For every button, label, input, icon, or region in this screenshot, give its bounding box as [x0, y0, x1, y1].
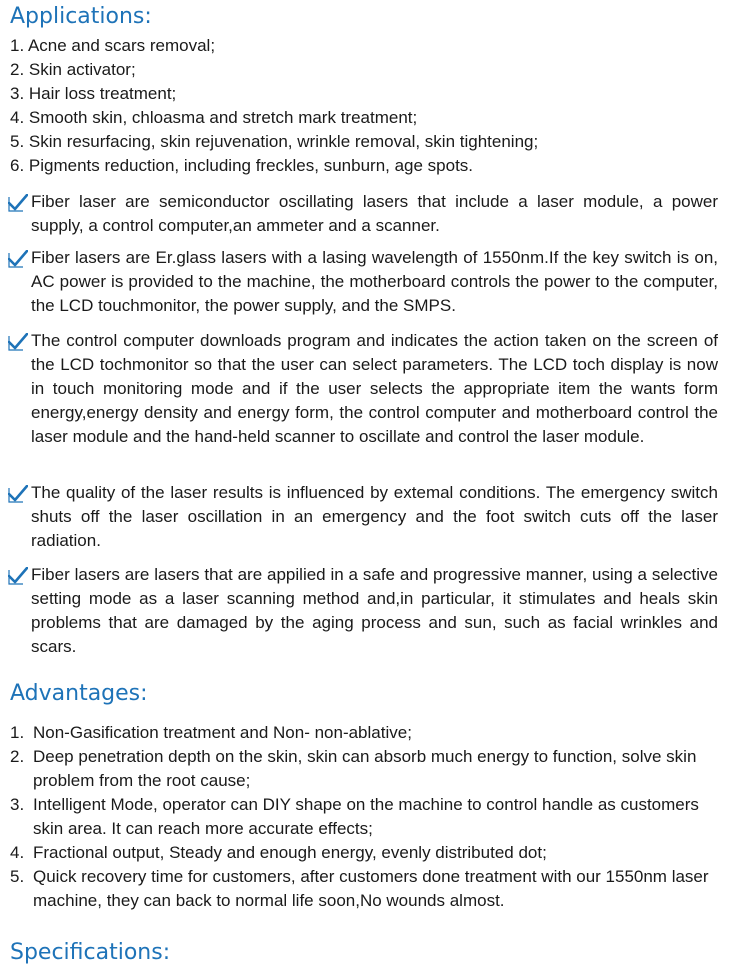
list-item: [10, 721, 730, 745]
checkmark-icon: [8, 246, 31, 270]
feature-paragraph: [8, 563, 718, 659]
specifications-title: Specifications:: [10, 940, 171, 965]
list-item: [10, 745, 730, 793]
checkmark-icon: [8, 563, 31, 587]
applications-title: Applications:: [10, 4, 152, 29]
list-item: 2. Skin activator;: [10, 60, 136, 79]
applications-list: [10, 34, 538, 178]
checkmark-icon: [8, 329, 31, 353]
feature-text: Fiber lasers are Er.glass lasers with a lasing wavelength of 1550nm.If the key switch is on, AC power is provided to the machine, the motherboard controls the power to the computer, the LCD touchmonitor, the power supply, and the SMPS.: [31, 248, 718, 315]
list-item: 3. Hair loss treatment;: [10, 84, 177, 103]
item-number: 3.: [10, 795, 25, 814]
item-number: 1.: [10, 723, 25, 742]
list-item: [10, 865, 730, 913]
list-item: [10, 841, 730, 865]
item-number: 2.: [10, 747, 25, 766]
item-text: Intelligent Mode, operator can DIY shape on the machine to control handle as customers skin area. It can reach more accurate effects;: [33, 795, 699, 838]
feature-paragraph: [8, 246, 718, 318]
advantages-title: Advantages:: [10, 681, 148, 706]
item-number: 5.: [10, 867, 25, 886]
feature-text: Fiber laser are semiconductor oscillating lasers that include a laser module, a power supply, a control computer,an ammeter and a scanner.: [31, 192, 718, 235]
list-item: 4. Smooth skin, chloasma and stretch mark treatment;: [10, 108, 418, 127]
list-item: 1. Acne and scars removal;: [10, 36, 216, 55]
list-item: [10, 793, 730, 841]
list-item: 5. Skin resurfacing, skin rejuvenation, wrinkle removal, skin tightening;: [10, 132, 539, 151]
advantages-list: [10, 721, 730, 913]
item-text: Quick recovery time for customers, after customers done treatment with our 1550nm laser machine, they can back to normal life soon,No wounds almost.: [33, 867, 709, 910]
item-text: Fractional output, Steady and enough energy, evenly distributed dot;: [33, 843, 547, 862]
feature-paragraph: [8, 329, 718, 449]
feature-text: The control computer downloads program and indicates the action taken on the screen of the LCD tochmonitor so that the user can select parameters. The LCD toch display is now in touch monitoring mode and if the user selects the appropriate item the wants form energy,energy density and energy form, the control computer and motherboard control the laser module and the hand-held scanner to oscillate and control the laser module.: [31, 331, 718, 446]
item-text: Deep penetration depth on the skin, skin can absorb much energy to function, solve skin problem from the root cause;: [33, 747, 697, 790]
feature-paragraph: [8, 190, 718, 238]
list-item: 6. Pigments reduction, including freckles, sunburn, age spots.: [10, 156, 474, 175]
item-text: Non-Gasification treatment and Non- non-ablative;: [33, 723, 412, 742]
checkmark-icon: [8, 190, 31, 214]
feature-paragraph: [8, 481, 718, 553]
feature-text: The quality of the laser results is influenced by extemal conditions. The emergency switch shuts off the laser oscillation in an emergency and the foot switch cuts off the laser radiation.: [31, 483, 718, 550]
item-number: 4.: [10, 843, 25, 862]
checkmark-icon: [8, 481, 31, 505]
feature-text: Fiber lasers are lasers that are appilied in a safe and progressive manner, using a selective setting mode as a laser scanning method and,in particular, it stimulates and heals skin problems that are damaged by the aging process and sun, such as facial wrinkles and scars.: [31, 565, 718, 656]
